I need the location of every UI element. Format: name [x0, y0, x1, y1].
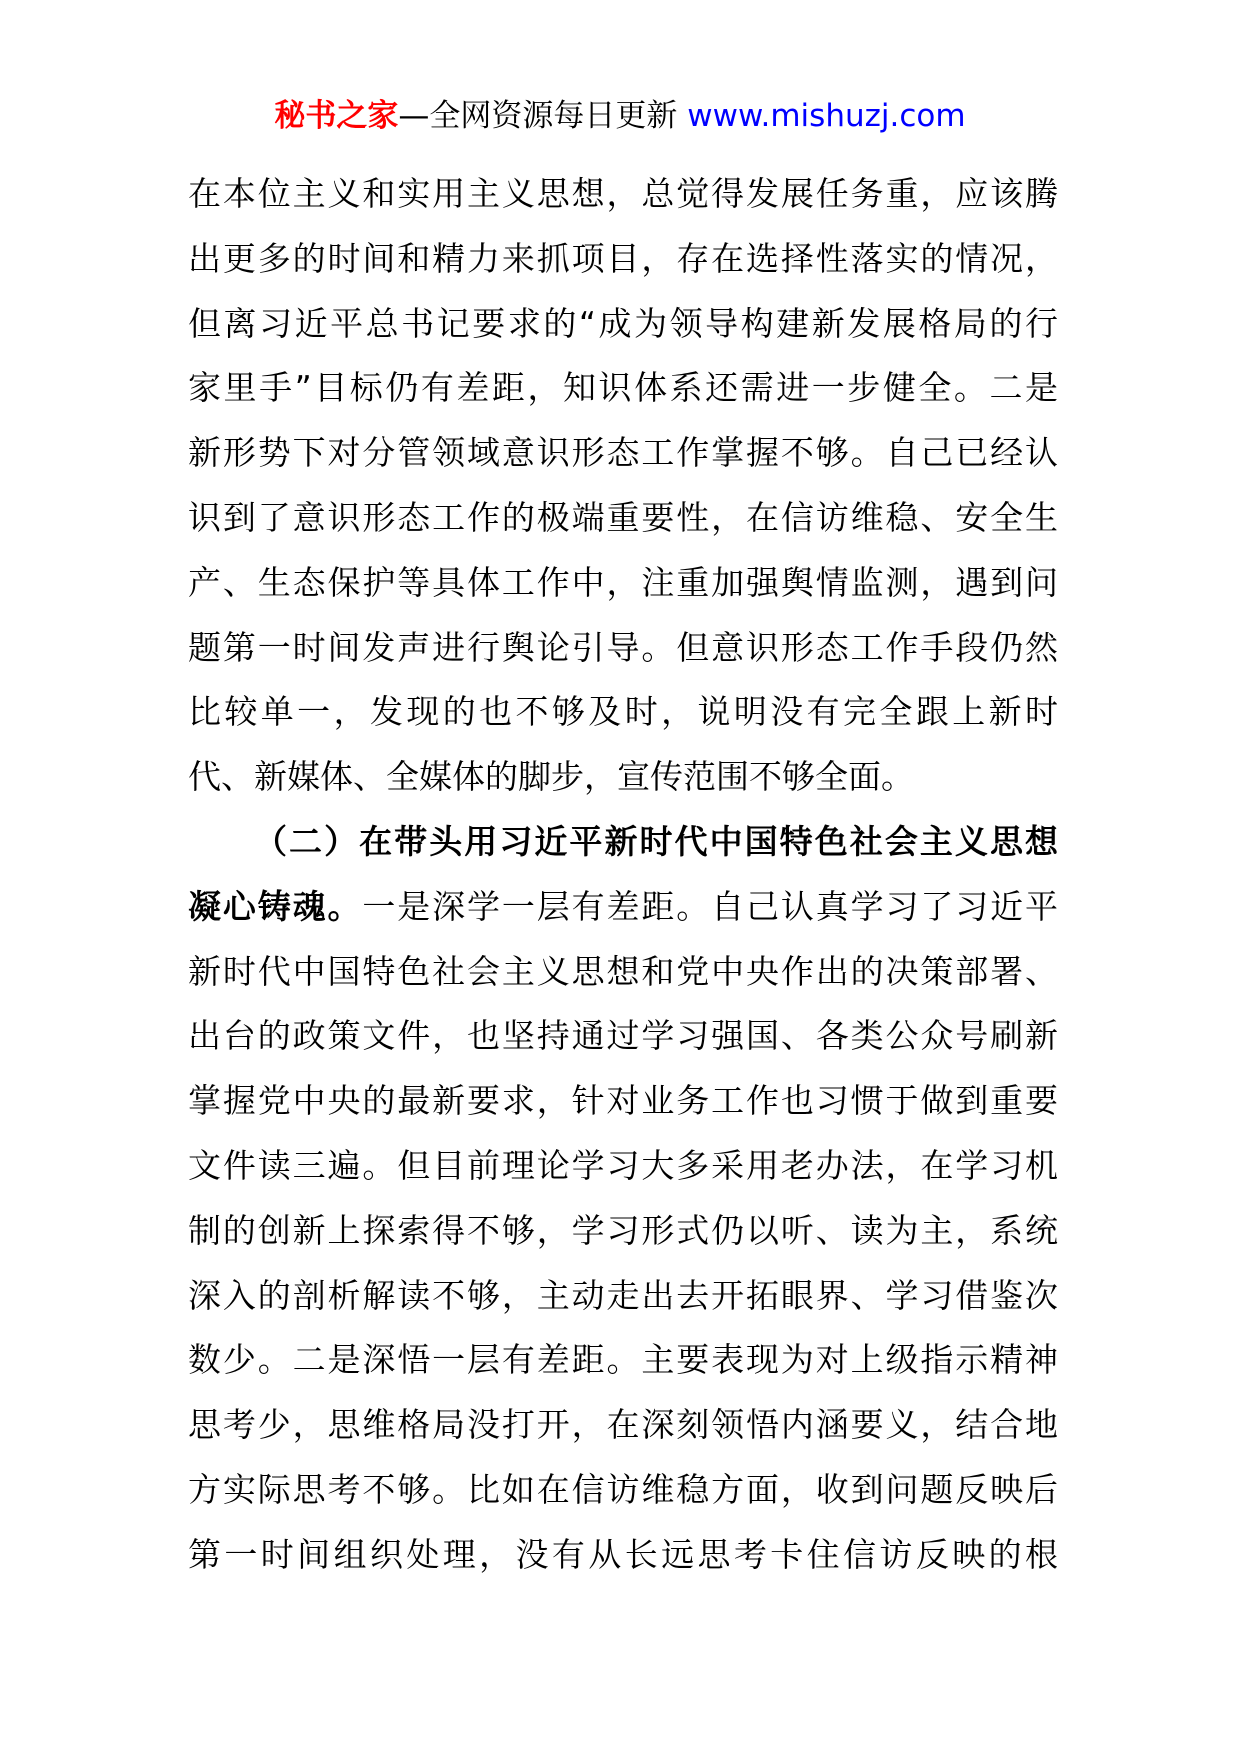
- text-line: 家里手”目标仍有差距，知识体系还需进一步健全。二是: [188, 368, 1058, 408]
- text-line: 新形势下对分管领域意识形态工作掌握不够。自己已经认: [188, 433, 1058, 473]
- watermark-header: [0, 96, 1240, 136]
- text-line: 题第一时间发声进行舆论引导。但意识形态工作手段仍然: [188, 627, 1058, 667]
- text-line: 制的创新上探索得不够，学习形式仍以听、读为主，系统: [188, 1210, 1058, 1250]
- text-line: 新时代中国特色社会主义思想和党中央作出的决策部署、: [188, 951, 1058, 991]
- text-line: 比较单一，发现的也不够及时，说明没有完全跟上新时: [188, 692, 1058, 732]
- text-line: 第一时间组织处理，没有从长远思考卡住信访反映的根: [188, 1534, 1058, 1574]
- text-line: 在本位主义和实用主义思想，总觉得发展任务重，应该腾: [188, 174, 1058, 213]
- text-line: 深入的剖析解读不够，主动走出去开拓眼界、学习借鉴次: [188, 1275, 1058, 1315]
- text-line: 方实际思考不够。比如在信访维稳方面，收到问题反映后: [188, 1469, 1058, 1509]
- text-line: 出更多的时间和精力来抓项目，存在选择性落实的情况，: [188, 238, 1058, 278]
- section-heading-line: （二）在带头用习近平新时代中国特色社会主义思想: [254, 821, 1058, 861]
- text-line: 数少。二是深悟一层有差距。主要表现为对上级指示精神: [188, 1340, 1058, 1380]
- header-tagline: —全网资源每日更新: [398, 98, 678, 134]
- mixed-heading-line: [188, 875, 1058, 940]
- text-line: 但离习近平总书记要求的“成为领导构建新发展格局的行: [188, 303, 1058, 343]
- site-url-link[interactable]: www.mishuzj.com: [687, 98, 966, 134]
- document-body: [188, 162, 1058, 1588]
- text-line: 出台的政策文件，也坚持通过学习强国、各类公众号刷新: [188, 1016, 1058, 1056]
- section-heading-tail: 凝心铸魂。: [188, 886, 363, 926]
- text-fragment: 一是深学一层有差距。自己认真学习了习近平: [362, 886, 1058, 926]
- paragraph-end-line: 代、新媒体、全媒体的脚步，宣传范围不够全面。: [188, 757, 914, 797]
- text-line: 产、生态保护等具体工作中，注重加强舆情监测，遇到问: [188, 562, 1058, 602]
- text-line: 文件读三遍。但目前理论学习大多采用老办法，在学习机: [188, 1145, 1058, 1185]
- text-line: 识到了意识形态工作的极端重要性，在信访维稳、安全生: [188, 497, 1058, 537]
- text-line: 掌握党中央的最新要求，针对业务工作也习惯于做到重要: [188, 1081, 1058, 1121]
- brand-name: 秘书之家: [274, 98, 399, 134]
- text-line: 思考少，思维格局没打开，在深刻领悟内涵要义，结合地: [188, 1405, 1058, 1445]
